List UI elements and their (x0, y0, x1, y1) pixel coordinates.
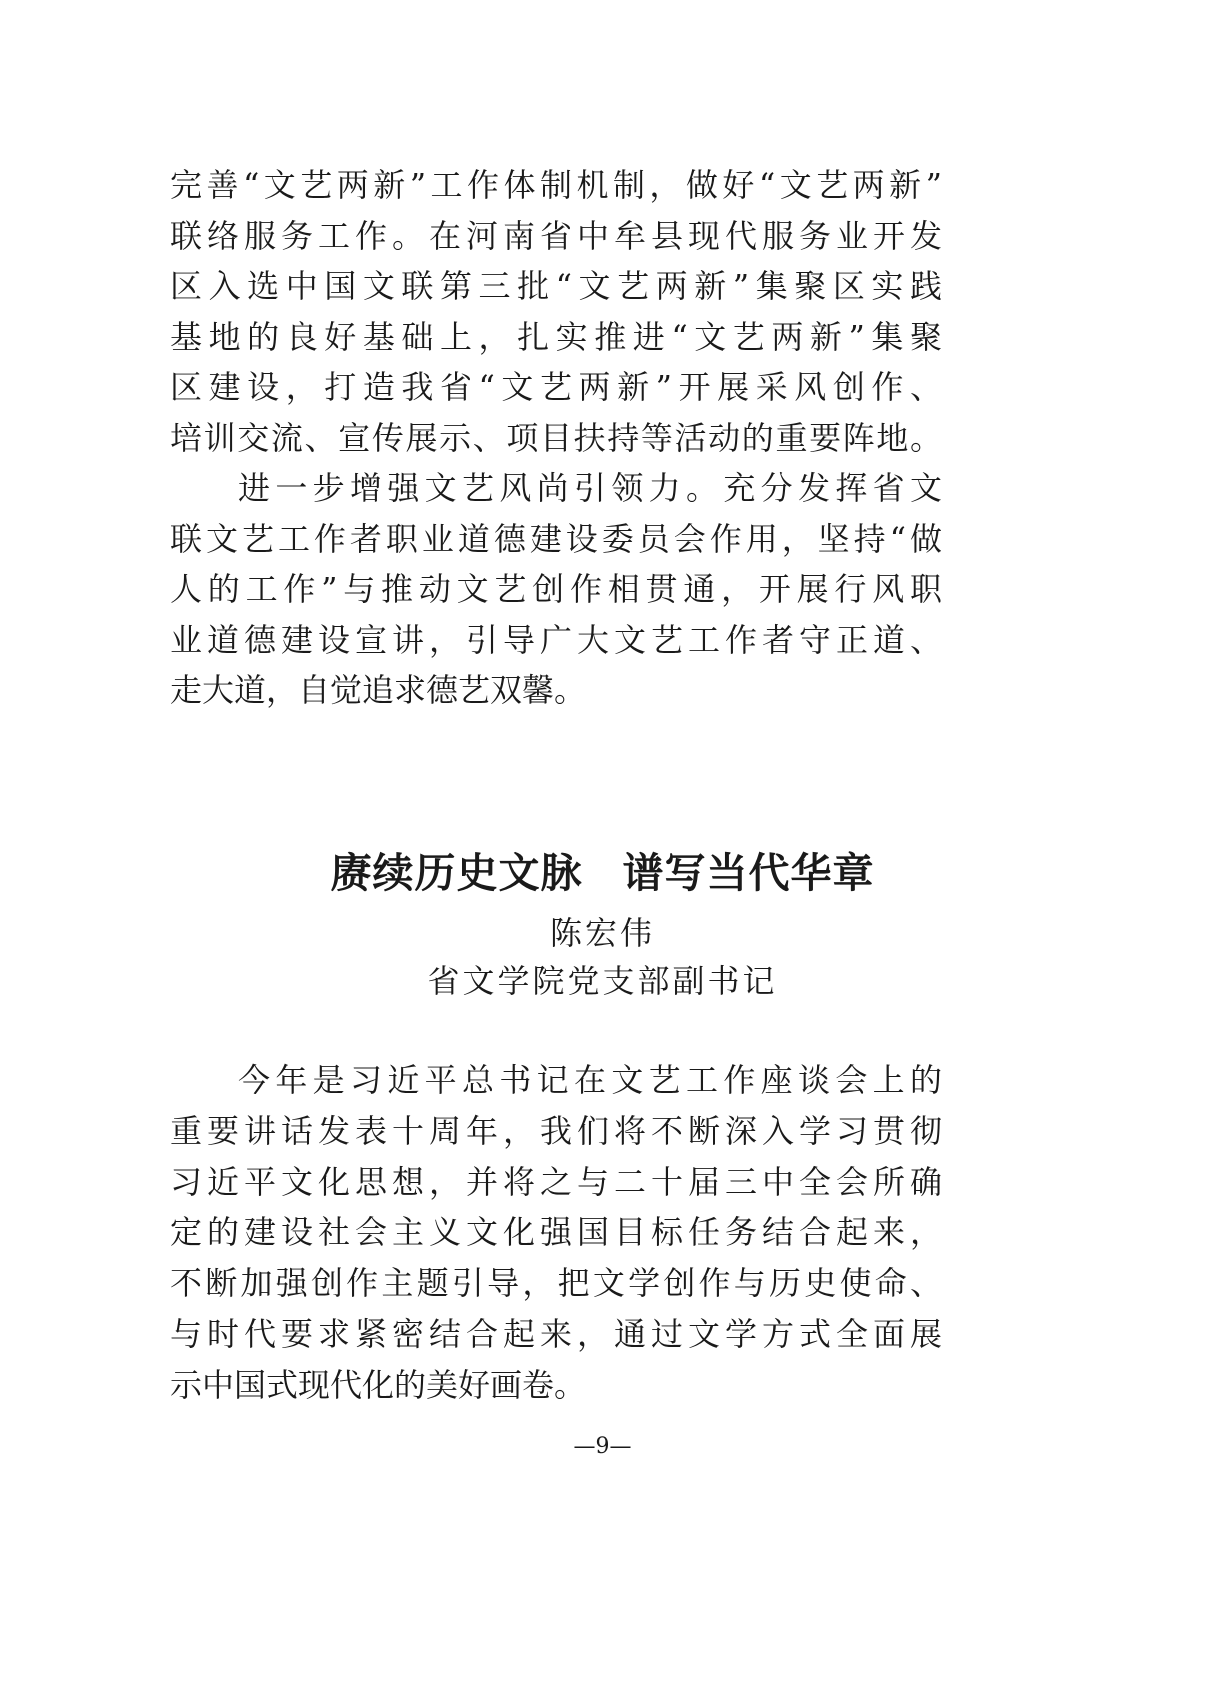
author-position: 省文学院党支部副书记 (427, 962, 778, 1000)
article-title (0, 840, 1205, 899)
text-line: 联络服务工作。在河南省中牟县现代服务业开发 (170, 216, 942, 255)
text-line: 基地的良好基础上，扎实推进“文艺两新”集聚 (170, 317, 942, 356)
text-line: 示中国式现代化的美好画卷。 (170, 1365, 587, 1404)
text-line: 业道德建设宣讲，引导广大文艺工作者守正道、 (170, 620, 942, 659)
article-body (170, 1055, 942, 1411)
text-line: 人的工作”与推动文艺创作相贯通，开展行风职 (170, 570, 942, 608)
title-part-2: 谱写当代华章 (622, 849, 875, 897)
page-number: —9— (573, 1434, 632, 1459)
text-line: 培训交流、宣传展示、项目扶持等活动的重要阵地。 (170, 418, 942, 457)
text-line: 习近平文化思想，并将之与二十届三中全会所确 (170, 1162, 942, 1201)
text-line: 区入选中国文联第三批“文艺两新”集聚区实践 (170, 267, 942, 305)
continued-text (170, 160, 942, 716)
title-part-1: 赓续历史文脉 (330, 849, 583, 897)
text-line: 完善“文艺两新”工作体制机制，做好“文艺两新” (170, 166, 942, 204)
text-line: 不断加强创作主题引导，把文学创作与历史使命、 (170, 1264, 942, 1303)
text-line: 进一步增强文艺风尚引领力。充分发挥省文 (238, 469, 942, 507)
author-name: 陈宏伟 (549, 914, 655, 952)
text-line: 与时代要求紧密结合起来，通过文学方式全面展 (170, 1314, 942, 1353)
text-line: 定的建设社会主义文化强国目标任务结合起来， (170, 1213, 942, 1252)
text-line: 今年是习近平总书记在文艺工作座谈会上的 (238, 1061, 942, 1099)
text-line: 区建设，打造我省“文艺两新”开展采风创作、 (170, 368, 942, 406)
text-line: 联文艺工作者职业道德建设委员会作用，坚持“做 (170, 519, 942, 558)
text-line: 走大道，自觉追求德艺双馨。 (170, 671, 587, 709)
text-line: 重要讲话发表十周年，我们将不断深入学习贯彻 (170, 1111, 942, 1150)
